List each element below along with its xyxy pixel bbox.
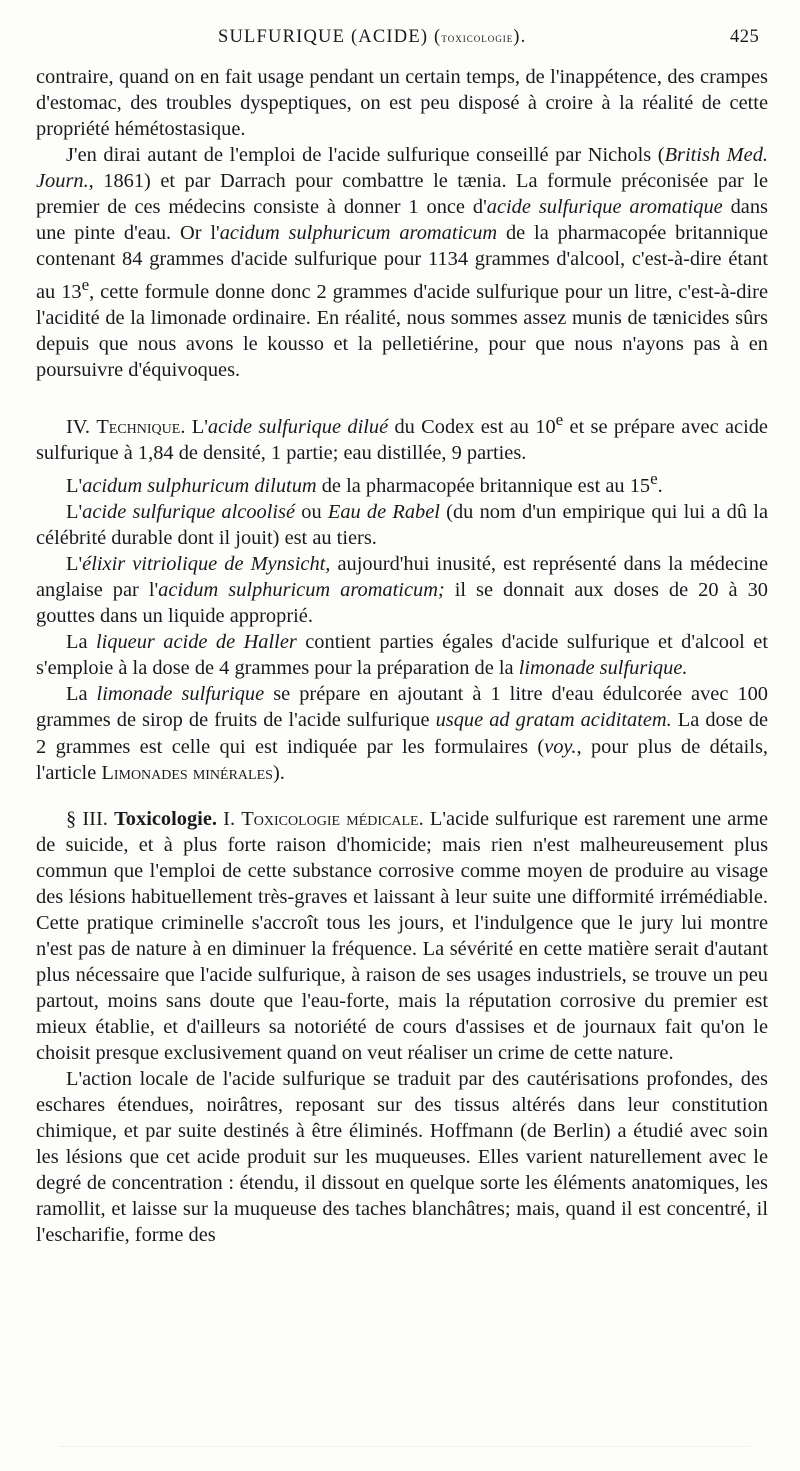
paragraph-action-locale: L'action locale de l'acide sulfurique se traduit par des cautérisations profondes, des eschares étendues, noirâtres, reposant sur des tissus altérés dans leur constitution chimique, et par suite destinés à être éliminés. Hoffmann (de Berlin) a étudié avec soin les lésions que cet acide produit sur les muqueuses. Elles varient naturellement avec le degré de concentration : étendu, il dissout en quelque sorte les éléments anatomiques, les ramollit, et laisse sur la muqueuse des taches blanchâtres; mais, quand il est concentré, il l'escharifie, forme des: [36, 1068, 768, 1247]
page-bottom-rule: [60, 1446, 750, 1453]
section-heading: Technique: [96, 416, 181, 439]
running-head: SULFURIQUE (ACIDE) (toxicologie).: [218, 27, 527, 47]
section-iii-toxicologie: § III. Toxicologie. I. Toxicologie médicale. L'acide sulfurique est rarement une arme de suicide, et à plus forte raison d'homicide; mais rien n'est malheureusement plus commun que l'emploi de cette substance corrosive comme moyen de produire au visage des lésions habituellement très-graves et laissant à leur suite une difformité irrémédiable. Cette pratique criminelle s'accroît tous les jours, et l'indulgence que le jury lui montre n'est pas de nature à en diminuer la fréquence. La sévérité en cette matière serait d'autant plus nécessaire que l'acide sulfurique, à raison de ses usages industriels, se trouve un peu partout, moins sans doute que l'eau-forte, mais la réputation corrosive du premier est mieux établie, et d'ailleurs sa notoriété de cours d'assises et de journaux fait qu'on le choisit presque exclusivement quand on veut réaliser un crime de cette nature.: [36, 807, 769, 1065]
page-body: [36, 64, 768, 1248]
paragraph-acidum-dilutum: L'acidum sulphuricum dilutum de la pharmacopée britannique est au 15e.: [66, 469, 663, 498]
paragraph-nichols: J'en dirai autant de l'emploi de l'acide sulfurique conseillé par Nichols (British Med. Journ., 1861) et par Darrach pour combattre le tænia. La formule préconisée par le premier de ces médecins consiste à donner 1 once d'acide sulfurique aromatique dans une pinte d'eau. Or l'acidum sulphuricum aromaticum de la pharmacopée britannique contenant 84 grammes d'acide sulfurique pour 1134 grammes d'alcool, c'est-à-dire étant au 13e, cette formule donne donc 2 grammes d'acide sulfurique pour un litre, c'est-à-dire l'acidité de la limonade ordinaire. En réalité, nous sommes assez munis de tænicides sûrs depuis que nous avons le kousso et la pelletiérine, pour que nous n'ayons pas à en poursuivre d'équivoques.: [36, 144, 769, 382]
paragraph-limonade: La limonade sulfurique se prépare en ajoutant à 1 litre d'eau édulcorée avec 100 grammes de sirop de fruits de l'acide sulfurique usque ad gratam aciditatem. La dose de 2 grammes est celle qui est indiquée par les formulaires (voy., pour plus de détails, l'article Limonades minérales).: [36, 683, 768, 784]
paragraph-elixir-mynsicht: L'élixir vitriolique de Mynsicht, aujourd'hui inusité, est représenté dans la médecine anglaise par l'acidum sulphuricum aromaticum; il se donnait aux doses de 20 à 30 gouttes dans un liquide approprié.: [36, 553, 768, 628]
page-number: 425: [730, 27, 760, 47]
paragraph-continuation: contraire, quand on en fait usage pendant un certain temps, de l'inappétence, des crampes d'estomac, des troubles dyspeptiques, on est peu disposé à croire à la réalité de cette propriété hémétostasique.: [36, 66, 768, 141]
paragraph-eau-de-rabel: L'acide sulfurique alcoolisé ou Eau de Rabel (du nom d'un empirique qui lui a dû la célébrité durable dont il jouit) est au tiers.: [36, 501, 768, 550]
paragraph-liqueur-haller: La liqueur acide de Haller contient parties égales d'acide sulfurique et d'alcool et s'emploie à la dose de 4 grammes pour la préparation de la limonade sulfurique.: [36, 631, 768, 680]
page-header: [0, 27, 800, 57]
section-heading-bold: Toxicologie.: [114, 807, 217, 830]
section-iv-technique: IV. Technique. L'acide sulfurique dilué du Codex est au 10e et se prépare avec acide sulfurique à 1,84 de densité, 1 partie; eau distillée, 9 parties.: [36, 410, 768, 465]
